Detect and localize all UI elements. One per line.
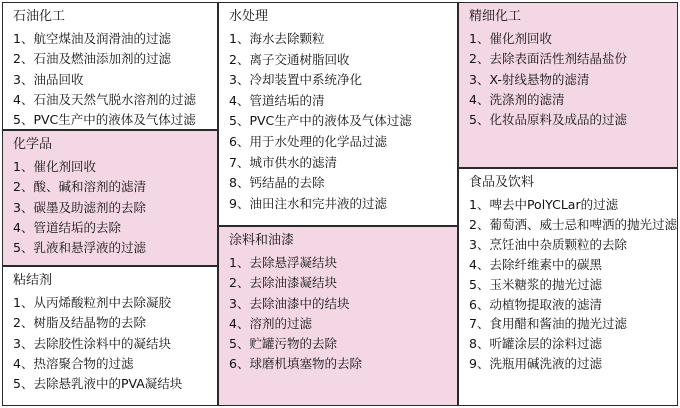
list-item: 5、去除悬乳液中的PVA凝结块 bbox=[13, 376, 183, 392]
panel-title: 涂料和油漆 bbox=[229, 233, 295, 248]
list-item: 6、动植物提取液的滤清 bbox=[469, 296, 602, 312]
list-item: 1、海水去除颗粒 bbox=[229, 31, 325, 46]
list-item: 1、催化剂回收 bbox=[469, 31, 552, 46]
list-item: 4、石油及天然气脱水溶剂的过滤 bbox=[13, 91, 196, 107]
panel-title: 水处理 bbox=[229, 9, 269, 24]
panel-chemical bbox=[2, 130, 218, 266]
list-item: 9、油田注水和完井液的过滤 bbox=[229, 195, 387, 211]
panel-water-treatment bbox=[218, 2, 458, 226]
list-item: 1、催化剂回收 bbox=[13, 159, 96, 174]
list-item: 1、航空煤油及润滑油的过滤 bbox=[13, 31, 171, 46]
panel-fine-chemical bbox=[458, 2, 678, 168]
list-item: 4、去除纤维素中的碳黑 bbox=[469, 256, 602, 272]
list-item: 5、化妆品原料及成品的过滤 bbox=[469, 112, 627, 128]
list-item: 2、树脂及结晶物的去除 bbox=[13, 315, 146, 331]
item-list bbox=[469, 195, 677, 374]
item-list bbox=[229, 253, 457, 375]
list-item: 6、球磨机填塞物的去除 bbox=[229, 356, 362, 372]
list-item: 1、啤去中PolYCLar的过滤 bbox=[469, 197, 619, 212]
list-item: 3、去除胶性涂料中的凝结块 bbox=[13, 335, 171, 351]
list-item: 6、用于水处理的化学品过滤 bbox=[229, 133, 387, 149]
list-item: 1、去除悬浮凝结块 bbox=[229, 255, 337, 270]
panel-title: 粘结剂 bbox=[13, 273, 53, 288]
list-item: 4、洗涤剂的滤清 bbox=[469, 91, 565, 107]
list-item: 5、贮罐污物的去除 bbox=[229, 336, 337, 352]
list-item: 9、洗瓶用碱洗液的过滤 bbox=[469, 356, 602, 372]
list-item: 3、冷却装置中系统净化 bbox=[229, 72, 362, 88]
list-item: 8、听罐涂层的涂料过滤 bbox=[469, 336, 602, 352]
panel-title: 化学品 bbox=[13, 137, 53, 152]
item-list bbox=[13, 157, 217, 258]
panel-title: 食品及饮料 bbox=[469, 175, 535, 190]
item-list bbox=[229, 29, 457, 214]
list-item: 2、石油及燃油添加剂的过滤 bbox=[13, 51, 171, 67]
list-item: 5、PVC生产中的液体及气体过滤 bbox=[229, 113, 412, 129]
panel-title: 石油化工 bbox=[13, 9, 66, 24]
list-item: 2、酸、碱和溶剂的滤清 bbox=[13, 179, 146, 195]
list-item: 5、PVC生产中的液体及气体过滤 bbox=[13, 112, 196, 128]
item-list bbox=[13, 293, 217, 394]
list-item: 3、去除油漆中的结块 bbox=[229, 295, 350, 311]
list-item: 1、从丙烯酸粒剂中去除凝胶 bbox=[13, 295, 171, 310]
panel-petrochemical bbox=[2, 2, 218, 130]
panel-adhesive bbox=[2, 266, 218, 406]
list-item: 3、X-射线悬物的滤清 bbox=[469, 71, 590, 87]
panel-food-beverage bbox=[458, 168, 678, 406]
list-item: 4、管道结垢的清 bbox=[229, 92, 325, 108]
list-item: 3、油品回收 bbox=[13, 71, 84, 87]
list-item: 2、葡萄洒、威士忌和啤洒的抛光过滤 bbox=[469, 216, 677, 232]
list-item: 2、去除油漆凝结块 bbox=[229, 275, 337, 291]
list-item: 2、离子交通树脂回收 bbox=[229, 51, 350, 67]
list-item: 4、热溶聚合物的过滤 bbox=[13, 355, 134, 371]
list-item: 3、碳墨及助滤剂的去除 bbox=[13, 199, 146, 215]
panel-title: 精细化工 bbox=[469, 9, 522, 24]
list-item: 8、钙结晶的去除 bbox=[229, 175, 325, 191]
list-item: 5、乳液和悬浮液的过滤 bbox=[13, 240, 146, 256]
list-item: 4、管道结垢的去除 bbox=[13, 219, 121, 235]
item-list bbox=[469, 29, 677, 130]
list-item: 3、烹饪油中杂质颗粒的去除 bbox=[469, 236, 627, 252]
list-item: 5、玉米糖浆的抛光过滤 bbox=[469, 276, 602, 292]
item-list bbox=[13, 29, 217, 130]
panel-paint bbox=[218, 226, 458, 406]
list-item: 7、城市供水的滤清 bbox=[229, 154, 337, 170]
list-item: 2、去除表面活性剂结晶盐份 bbox=[469, 51, 627, 67]
list-item: 4、溶剂的过滤 bbox=[229, 315, 312, 331]
list-item: 7、食用醋和酱油的抛光过滤 bbox=[469, 316, 627, 332]
